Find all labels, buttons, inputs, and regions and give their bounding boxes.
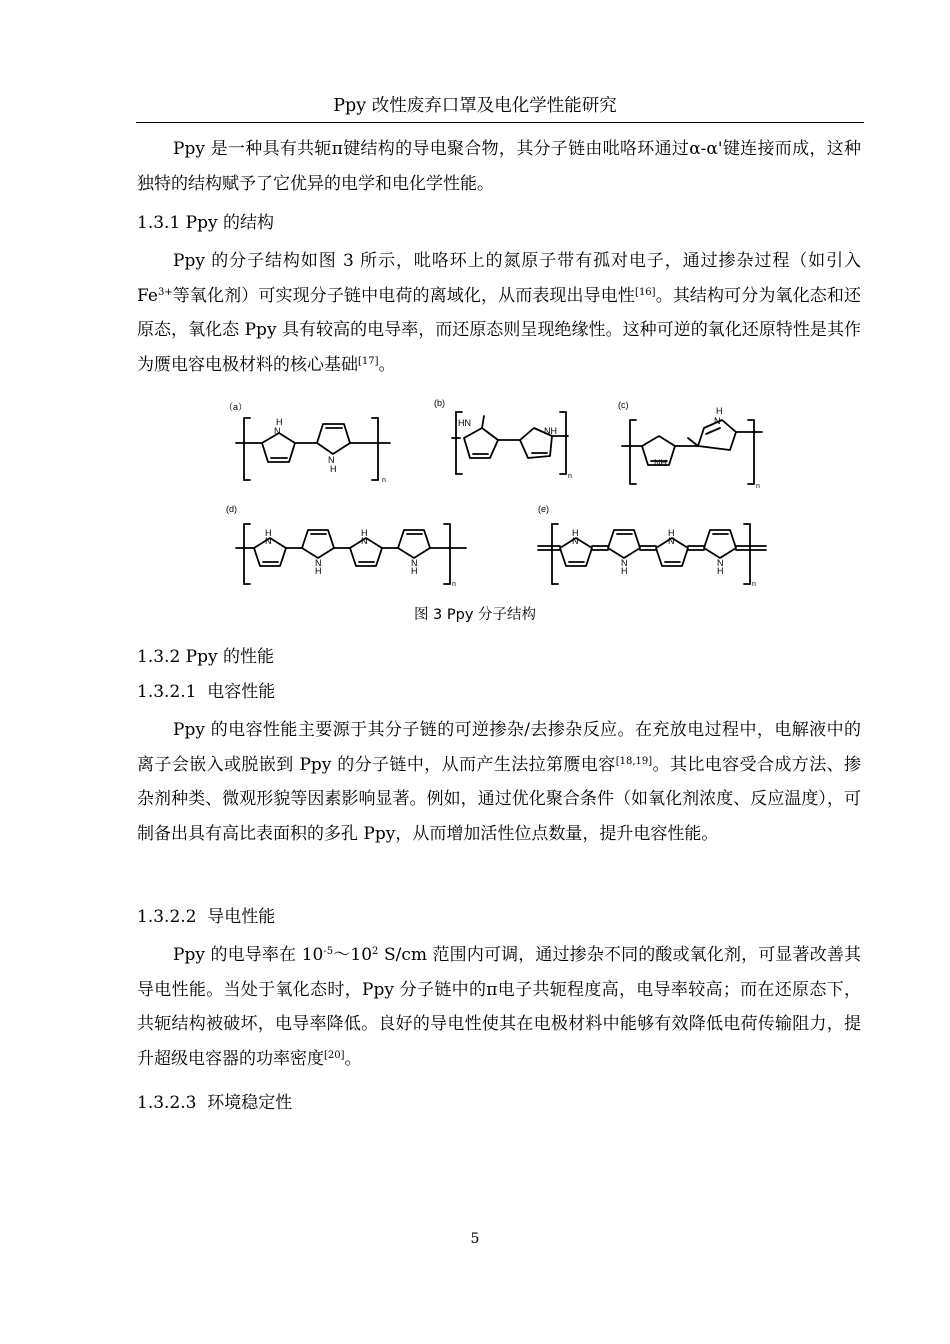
heading-1-3-2-1-title: 电容性能: [207, 682, 276, 702]
heading-1-3-2: [137, 645, 274, 669]
atom-nh-c1: NH: [654, 458, 667, 468]
heading-1-3-1-text: 1.3.1 Ppy 的结构: [137, 213, 274, 233]
conductivity-text-3: S/cm 范围内可调，通过掺杂不同的酸或氧化剂，可显著改善其导电性能。当处于氧化态时，Ppy 分子链中的π电子共轭程度高，电导率较高；而在还原态下，共轭结构被破坏，电导率降低。良好的导电性使其在电极材料中能够有效降低电荷传输阻力，提升超级电容器的功率密度: [137, 945, 861, 1069]
atom-h-c2: H: [716, 406, 723, 416]
conductivity-text-1: Ppy 的电导率在 10: [173, 945, 324, 965]
atom-h-a2: H: [330, 464, 337, 474]
citation-17: [17]: [358, 355, 379, 367]
fe-charge-superscript: 3+: [157, 286, 173, 298]
heading-1-3-2-3-num: 1.3.2.3: [137, 1093, 197, 1113]
citation-18-19: [18,19]: [615, 755, 653, 767]
heading-1-3-2-3-title: 环境稳定性: [207, 1093, 293, 1113]
conductivity-text-4: 。: [344, 1048, 362, 1069]
atom-n-a2: N: [328, 455, 335, 465]
subscript-n-c: n: [756, 483, 760, 490]
heading-1-3-2-1-num: 1.3.2.1: [137, 682, 197, 702]
atom-h-d2: H: [315, 566, 322, 576]
atom-n-e3: N: [668, 536, 675, 546]
atom-n-e1: N: [572, 536, 579, 546]
atom-h-a1: H: [276, 417, 283, 427]
atom-n-d2: N: [315, 558, 322, 568]
heading-1-3-1: [137, 211, 274, 235]
atom-n-e4: N: [717, 558, 724, 568]
capacitance-text-1: Ppy 的电容性能主要源于其分子链的可逆掺杂/去掺杂反应。在充放电过程中，电解液中的离子会嵌入或脱嵌到 Ppy 的分子链中，从而产生法拉第赝电容: [137, 720, 861, 775]
atom-h-d1: H: [265, 528, 272, 538]
intro-paragraph: [137, 132, 861, 201]
structure-paragraph: [137, 244, 861, 382]
panel-label-b: (b): [434, 398, 445, 408]
panel-label-a: （a）: [224, 402, 248, 412]
atom-h-e4: H: [717, 566, 724, 576]
heading-1-3-2-text: 1.3.2 Ppy 的性能: [137, 647, 274, 667]
citation-16: [16]: [635, 286, 656, 298]
subscript-n-b: n: [568, 473, 572, 480]
structure-text-4: 。: [378, 354, 396, 375]
panel-label-d: (d): [226, 504, 237, 514]
atom-h-d3: H: [361, 528, 368, 538]
atom-nh-b: NH: [544, 426, 557, 436]
subscript-n-d: n: [452, 581, 456, 588]
figure-3-caption: 图 3 Ppy 分子结构: [413, 607, 537, 623]
structure-text-2: 等氧化剂）可实现分子链中电荷的离域化，从而表现出导电性: [172, 285, 636, 306]
atom-n-c2: N: [714, 416, 721, 426]
capacitance-paragraph: [137, 713, 861, 851]
atom-h-e2: H: [621, 566, 628, 576]
conductivity-text-2: ～10: [333, 945, 373, 965]
subscript-n-a: n: [382, 477, 386, 484]
exponent-minus-5: -5: [323, 946, 334, 957]
structure-text-1: Ppy 的分子结构如图 3 所示，吡咯环上的氮原子带有孤对电子，通过掺杂过程（如引入 Fe: [137, 251, 861, 306]
conductivity-paragraph: [137, 938, 861, 1076]
page-number: 5: [470, 1231, 480, 1247]
atom-n-d4: N: [411, 558, 418, 568]
citation-20: [20]: [324, 1049, 345, 1061]
figure-3-ppy-structures: [222, 398, 782, 596]
figure-3-svg: [222, 398, 782, 596]
atom-n-a1: N: [274, 426, 281, 436]
heading-1-3-2-1: [137, 680, 275, 704]
structure-text-3: 。其结构可分为氧化态和还原态，氧化态 Ppy 具有较高的电导率，而还原态则呈现绝缘性。这种可逆的氧化还原特性是其作为赝电容电极材料的核心基础: [137, 285, 862, 375]
heading-1-3-2-2: [137, 905, 275, 929]
atom-hn-b: HN: [458, 418, 471, 428]
structure-a: [236, 418, 390, 480]
capacitance-text-2: 。其比电容受合成方法、掺杂剂种类、微观形貌等因素影响显著。例如，通过优化聚合条件（如氧化剂浓度、反应温度），可制备出具有高比表面积的多孔 Ppy，从而增加活性位点数量，提升电容性能。: [137, 754, 862, 844]
panel-label-c: (c): [618, 400, 629, 410]
exponent-2: 2: [372, 946, 379, 957]
panel-label-e: (e): [538, 504, 549, 514]
header-rule: [136, 122, 864, 123]
heading-1-3-2-2-title: 导电性能: [207, 907, 276, 927]
heading-1-3-2-3: [137, 1091, 292, 1115]
atom-h-d4: H: [411, 566, 418, 576]
subscript-n-e: n: [752, 581, 756, 588]
intro-text: Ppy 是一种具有共轭π键结构的导电聚合物，其分子链由吡咯环通过α-α'键连接而成，这种独特的结构赋予了它优异的电学和电化学性能。: [137, 139, 861, 194]
atom-h-e3: H: [668, 528, 675, 538]
atom-n-d3: N: [361, 536, 368, 546]
atom-h-e1: H: [572, 528, 579, 538]
running-header-title: Ppy 改性废弃口罩及电化学性能研究: [333, 96, 617, 116]
atom-n-e2: N: [621, 558, 628, 568]
structure-c: [622, 420, 762, 484]
atom-n-d1: N: [265, 536, 272, 546]
heading-1-3-2-2-num: 1.3.2.2: [137, 907, 197, 927]
